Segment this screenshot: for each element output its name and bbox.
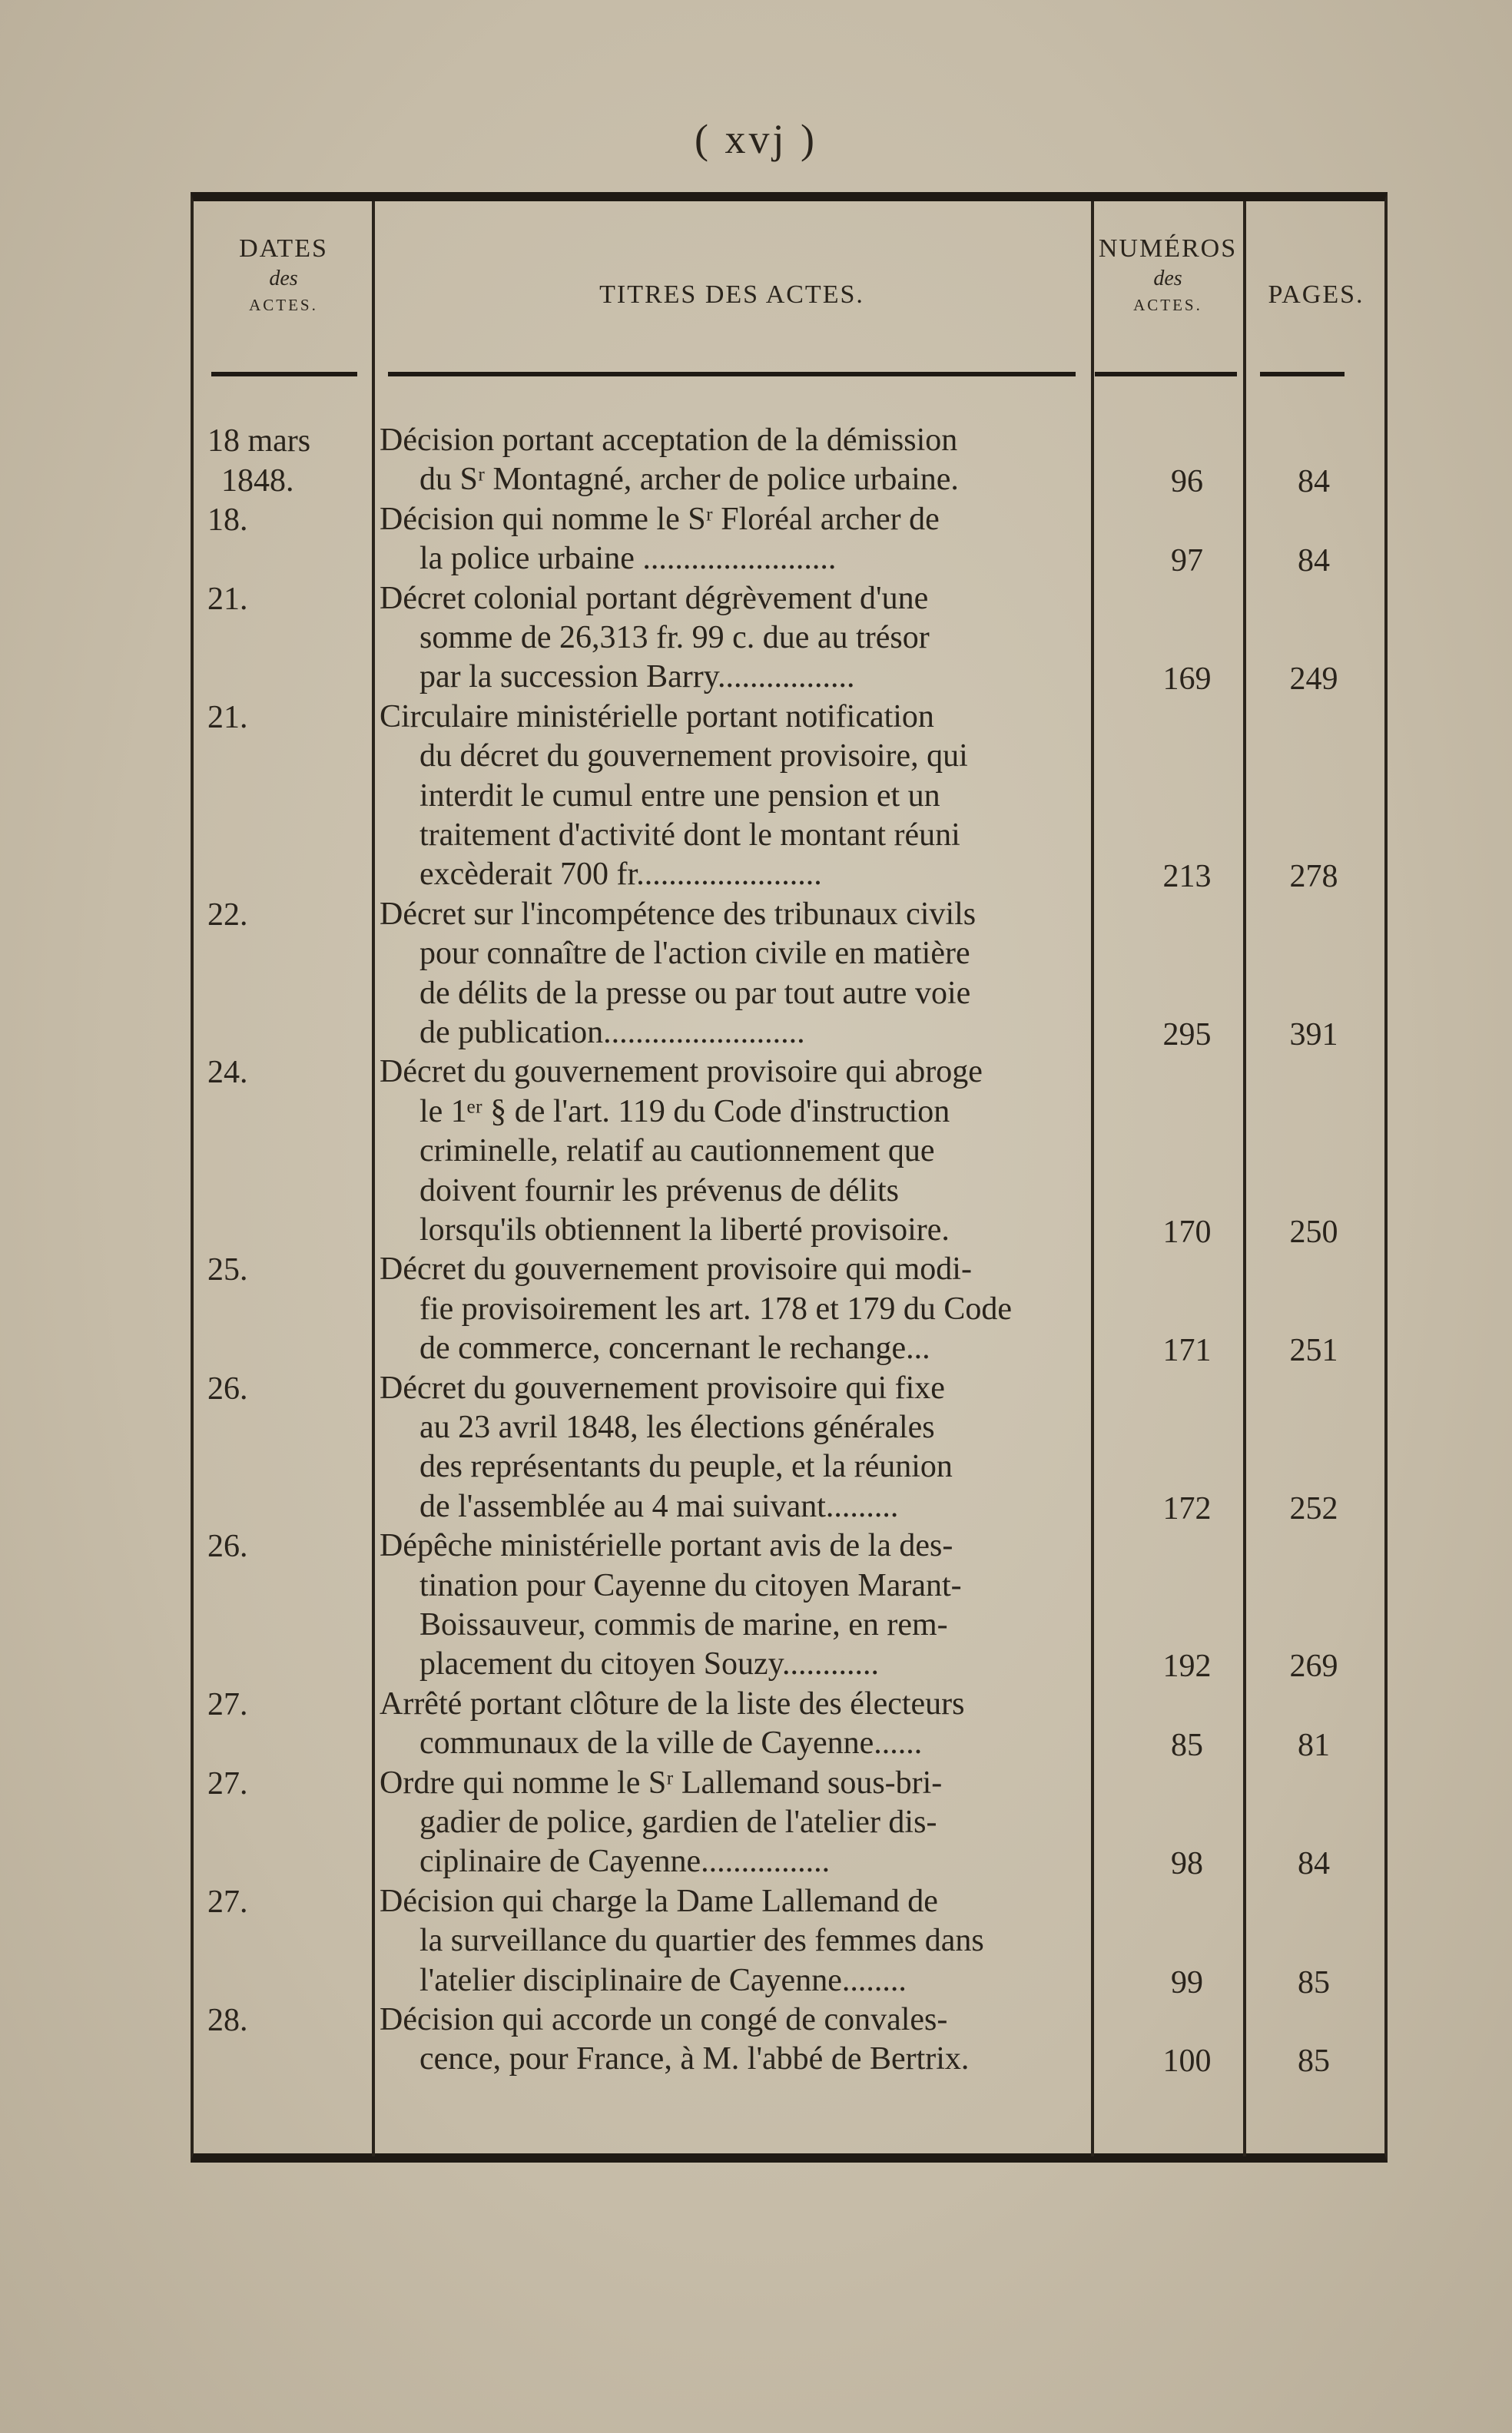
act-date	[207, 421, 361, 501]
act-title-line: placement du citoyen Souzy............	[419, 1646, 879, 1682]
act-date	[207, 2000, 361, 2040]
act-title-line: Décision portant acceptation de la démission	[380, 423, 958, 458]
act-date-line: 27.	[207, 1765, 248, 1802]
column-divider	[372, 201, 375, 2156]
act-title	[380, 421, 1086, 500]
act-number: 100	[1162, 2044, 1212, 2080]
act-title-line: Décision qui charge la Dame Lallemand de	[380, 1883, 938, 1919]
header-numeros: NUMÉROS des ACTES.	[1098, 234, 1238, 314]
act-title	[380, 1685, 1086, 1764]
act-date-line: 28.	[207, 2003, 248, 2038]
act-date-line: 25.	[207, 1252, 248, 1288]
header-rule	[1095, 372, 1237, 376]
act-title-line: Décret du gouvernement provisoire qui abroge	[380, 1054, 983, 1090]
column-divider	[1091, 201, 1094, 2156]
act-date	[207, 1764, 361, 1804]
act-title	[380, 895, 1086, 1053]
act-number: 85	[1171, 1728, 1203, 1764]
act-title-line: Décret du gouvernement provisoire qui fixe	[380, 1370, 945, 1406]
act-date	[207, 1526, 361, 1566]
act-title-line: Dépêche ministérielle portant avis de la des-	[380, 1528, 953, 1564]
act-number: 192	[1162, 1649, 1212, 1685]
act-number: 99	[1171, 1964, 1203, 2000]
act-title-line: interdit le cumul entre une pension et un	[419, 777, 940, 814]
act-title-line: la police urbaine ........................	[419, 541, 837, 577]
act-date-line: 1848.	[221, 463, 294, 499]
act-title-line: pour connaître de l'action civile en matière	[419, 936, 970, 972]
act-title-line: traitement d'activité dont le montant réuni	[419, 817, 960, 854]
page-reference: 278	[1289, 859, 1338, 895]
act-title-line: ciplinaire de Cayenne................	[419, 1844, 831, 1880]
page-reference: 85	[1298, 2044, 1330, 2080]
page-number: ( xvj )	[695, 116, 817, 162]
act-date	[207, 895, 361, 935]
act-title-line: lorsqu'ils obtiennent la liberté provisoire.	[419, 1212, 950, 1248]
act-title-line: de délits de la presse ou par tout autre voie	[419, 975, 971, 1011]
act-number: 169	[1162, 661, 1212, 698]
act-title	[380, 2000, 1086, 2080]
act-date-line: 18.	[207, 502, 248, 538]
header-dates: DATES des ACTES.	[239, 234, 328, 314]
act-title	[380, 1882, 1086, 2000]
act-title	[380, 698, 1086, 895]
act-title-line: l'atelier disciplinaire de Cayenne........	[419, 1962, 907, 1998]
act-title-line: excèderait 700 fr.......................	[419, 857, 822, 893]
act-number: 170	[1162, 1214, 1212, 1250]
act-date-line: 18 mars	[207, 423, 311, 459]
act-title-line: somme de 26,313 fr. 99 c. due au trésor	[419, 620, 930, 655]
act-title-line: Circulaire ministérielle portant notification	[380, 698, 934, 734]
page-reference: 84	[1298, 464, 1330, 500]
act-date	[207, 500, 361, 540]
act-number: 171	[1162, 1333, 1212, 1369]
act-number: 172	[1162, 1490, 1212, 1526]
act-title-line: communaux de la ville de Cayenne......	[419, 1725, 923, 1762]
page-reference: 84	[1298, 1846, 1330, 1882]
act-number: 295	[1162, 1016, 1212, 1052]
act-title	[380, 1052, 1086, 1250]
act-title	[380, 500, 1086, 579]
act-date-line: 27.	[207, 1884, 248, 1920]
page-reference: 269	[1289, 1649, 1338, 1685]
act-title	[380, 1250, 1086, 1368]
header-titres: TITRES DES ACTES.	[599, 280, 864, 309]
act-date	[207, 1052, 361, 1092]
act-title-line: au 23 avril 1848, les élections générales	[419, 1410, 935, 1445]
act-title	[380, 1764, 1086, 1882]
act-date	[207, 579, 361, 619]
act-date-line: 21.	[207, 581, 248, 617]
act-title-line: la surveillance du quartier des femmes dans	[419, 1923, 984, 1959]
header-rule	[388, 372, 1076, 376]
act-date-line: 27.	[207, 1686, 248, 1722]
act-title-line: Décret du gouvernement provisoire qui modi-	[380, 1251, 972, 1288]
act-title	[380, 579, 1086, 698]
act-title-line: de publication.........................	[419, 1015, 805, 1051]
header-rule	[211, 372, 357, 376]
act-title-line: Ordre qui nomme le Sʳ Lallemand sous-bri-	[380, 1765, 943, 1801]
act-number: 98	[1171, 1846, 1203, 1882]
act-date	[207, 1250, 361, 1290]
act-number: 96	[1171, 464, 1203, 500]
act-date-line: 21.	[207, 699, 248, 735]
act-title-line: Arrêté portant clôture de la liste des électeurs	[380, 1686, 965, 1722]
act-title-line: du décret du gouvernement provisoire, qui	[419, 738, 968, 774]
page-reference: 252	[1289, 1490, 1338, 1526]
act-title-line: des représentants du peuple, et la réunion	[419, 1449, 953, 1485]
act-title-line: de l'assemblée au 4 mai suivant.........	[419, 1488, 899, 1524]
act-date-line: 22.	[207, 897, 248, 933]
page-reference: 250	[1289, 1214, 1338, 1250]
act-title	[380, 1526, 1086, 1685]
act-title-line: par la succession Barry.................	[419, 659, 855, 695]
act-date-line: 26.	[207, 1529, 248, 1565]
act-title-line: Décision qui accorde un congé de convales-	[380, 2002, 948, 2037]
page-reference: 85	[1298, 1964, 1330, 2000]
act-title	[380, 1369, 1086, 1527]
act-number: 97	[1171, 543, 1203, 579]
act-title-line: tination pour Cayenne du citoyen Marant-	[419, 1567, 962, 1603]
act-title-line: le 1ᵉʳ § de l'art. 119 du Code d'instruction	[419, 1093, 950, 1129]
act-title-line: du Sʳ Montagné, archer de police urbaine.	[419, 462, 959, 498]
act-date	[207, 1685, 361, 1725]
page-reference: 251	[1289, 1333, 1338, 1369]
act-title-line: Boissauveur, commis de marine, en rem-	[419, 1607, 948, 1642]
act-date	[207, 1369, 361, 1409]
header-rule	[1260, 372, 1345, 376]
act-title-line: gadier de police, gardien de l'atelier dis-	[419, 1805, 937, 1840]
page-reference: 84	[1298, 543, 1330, 579]
act-title-line: Décret colonial portant dégrèvement d'une	[380, 580, 929, 616]
act-number: 213	[1162, 859, 1212, 895]
act-title-line: Décision qui nomme le Sʳ Floréal archer de	[380, 501, 940, 537]
act-date-line: 26.	[207, 1371, 248, 1407]
act-title-line: de commerce, concernant le rechange...	[419, 1331, 930, 1367]
act-date-line: 24.	[207, 1055, 248, 1091]
act-date	[207, 698, 361, 738]
page-reference: 391	[1289, 1016, 1338, 1052]
page-reference: 249	[1289, 661, 1338, 698]
act-title-line: cence, pour France, à M. l'abbé de Bertrix.	[419, 2041, 970, 2077]
act-title-line: fie provisoirement les art. 178 et 179 du Code	[419, 1291, 1012, 1327]
act-title-line: doivent fournir les prévenus de délits	[419, 1172, 900, 1208]
act-date	[207, 1882, 361, 1922]
act-title-line: Décret sur l'incompétence des tribunaux civils	[380, 896, 976, 932]
header-pages: PAGES.	[1268, 280, 1364, 309]
page-reference: 81	[1298, 1728, 1330, 1764]
act-title-line: criminelle, relatif au cautionnement que	[419, 1133, 935, 1169]
